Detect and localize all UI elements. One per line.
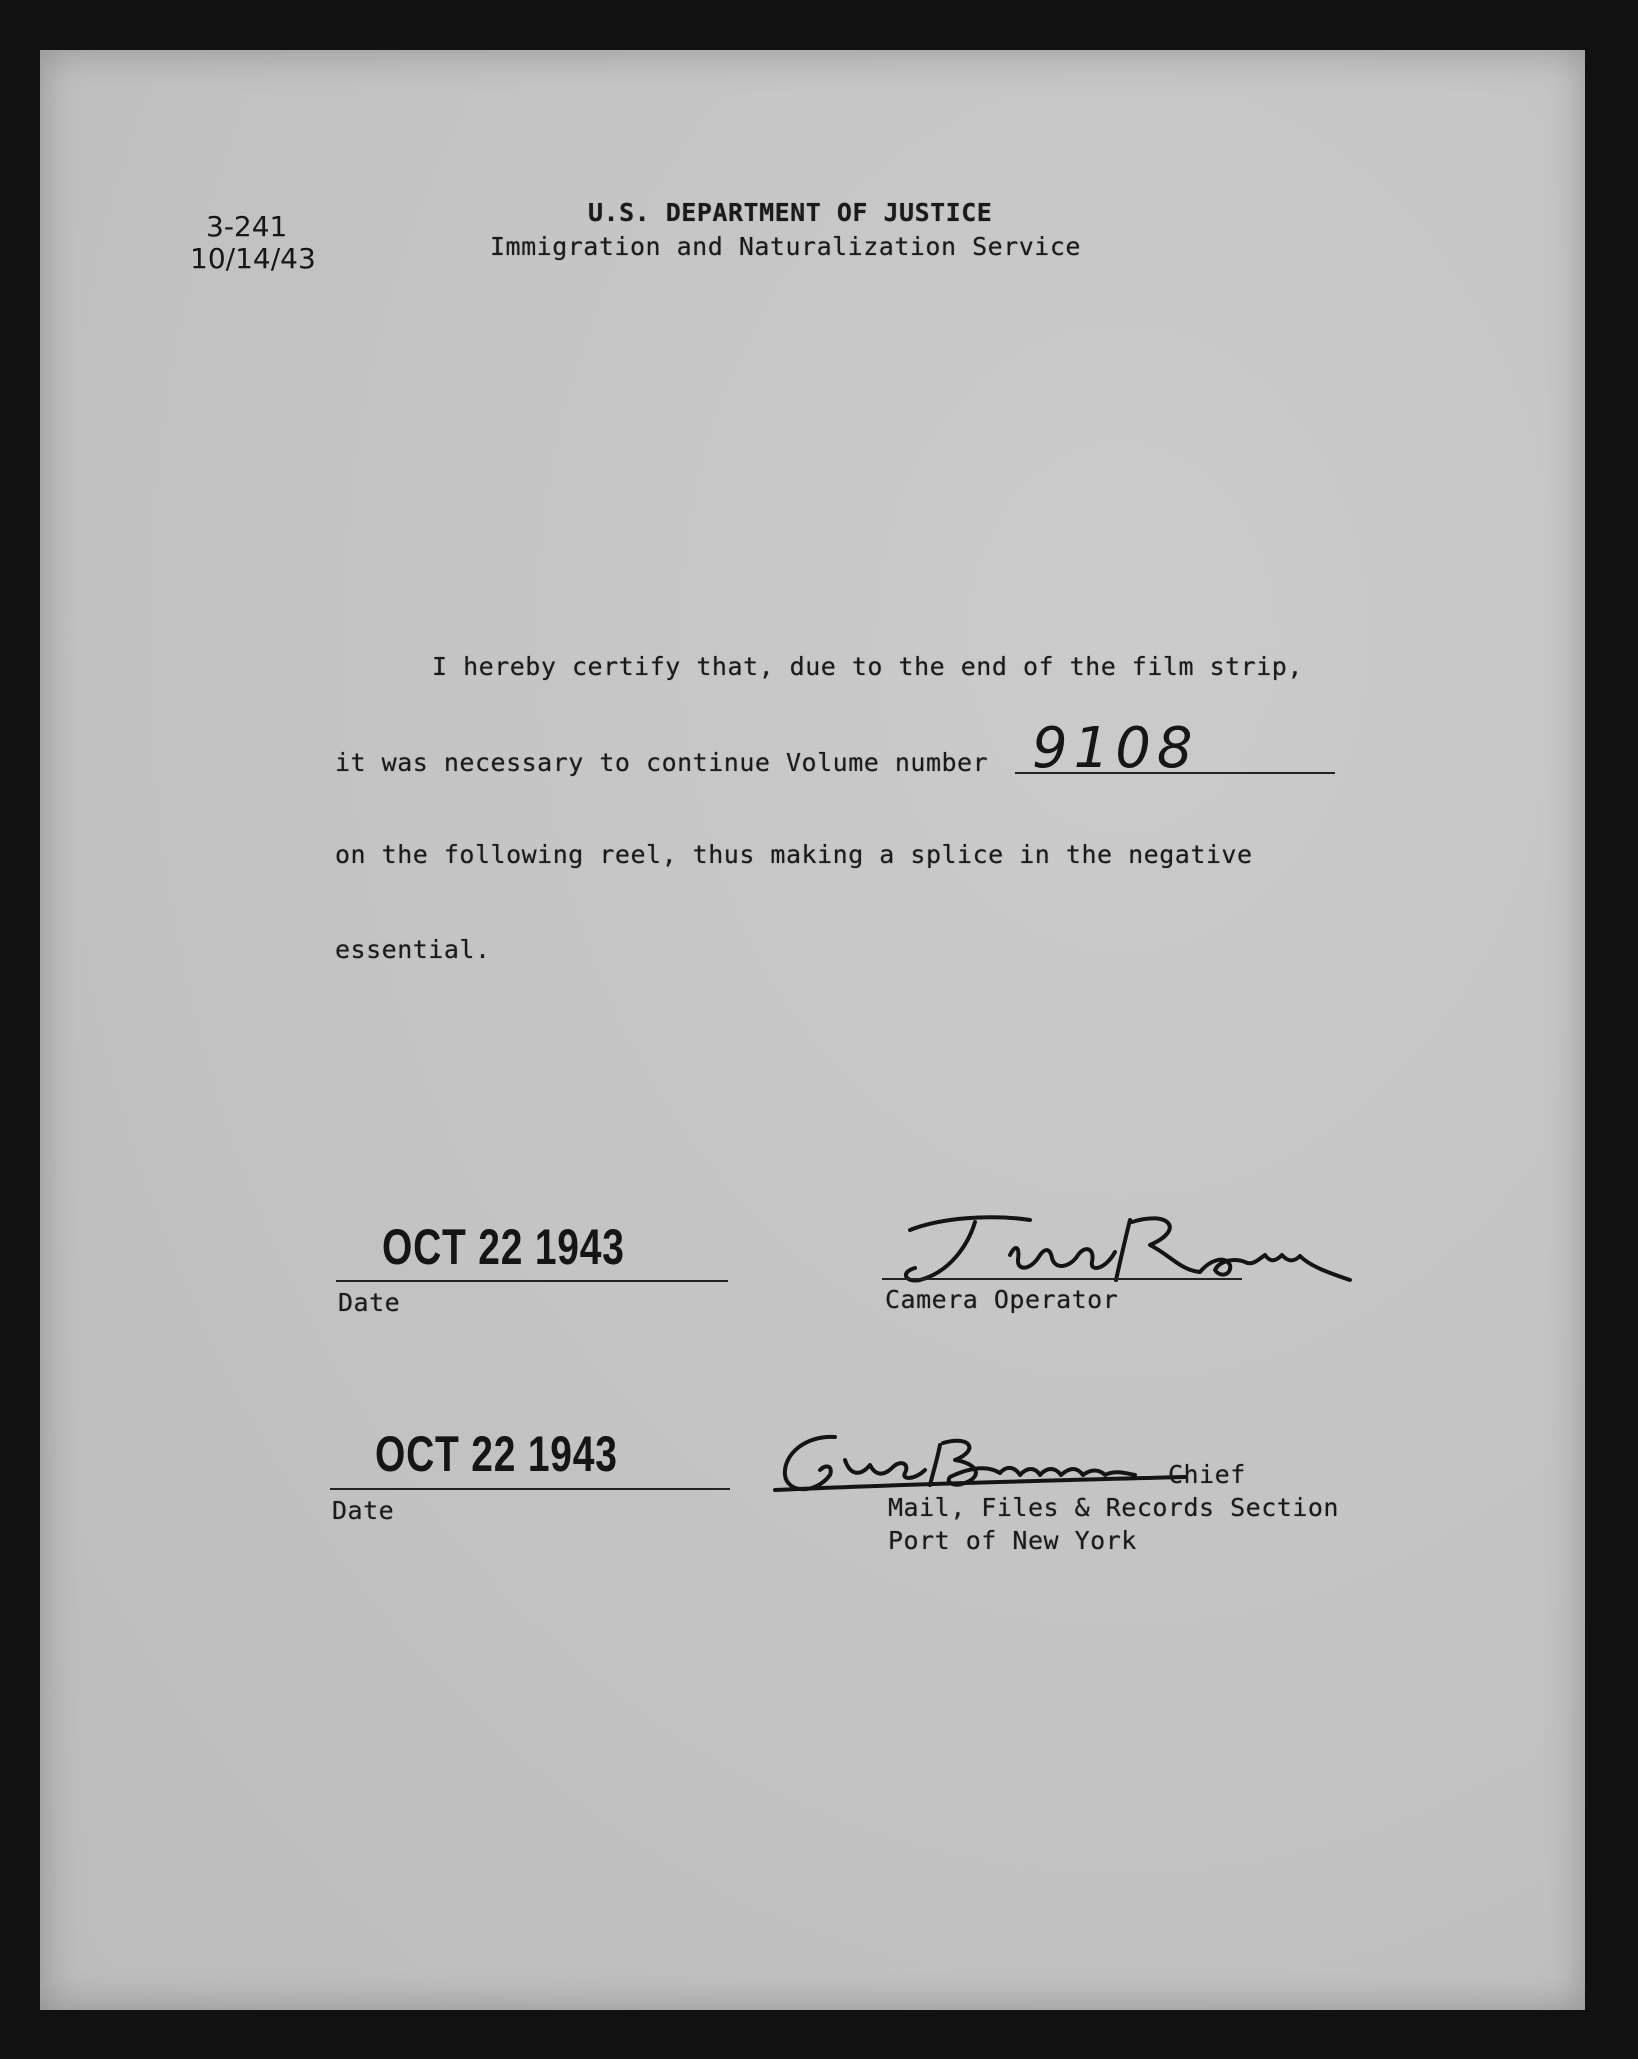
chief-title: Chief (1168, 1460, 1246, 1489)
form-revision-date: 10/14/43 (190, 242, 316, 275)
date-label-1: Date (338, 1288, 401, 1317)
camera-operator-title: Camera Operator (885, 1285, 1119, 1314)
signature-line-1 (882, 1278, 1242, 1280)
date-line-2 (330, 1488, 730, 1490)
certify-line-1: I hereby certify that, due to the end of the film strip, (432, 652, 1303, 681)
service-heading: Immigration and Naturalization Service (490, 232, 1081, 261)
date-stamp-2: OCT 22 1943 (375, 1426, 618, 1482)
department-heading: U.S. DEPARTMENT OF JUSTICE (588, 198, 993, 227)
document-sheet (40, 50, 1585, 2010)
certify-line-2: it was necessary to continue Volume number (335, 748, 989, 777)
mail-files-records-section: Mail, Files & Records Section (888, 1493, 1339, 1522)
volume-number: 9108 (1032, 716, 1199, 781)
certify-line-4: essential. (335, 935, 491, 964)
form-number: 3-241 (206, 210, 288, 243)
date-stamp-1: OCT 22 1943 (382, 1219, 625, 1275)
port-of-new-york: Port of New York (888, 1526, 1137, 1555)
date-label-2: Date (332, 1496, 395, 1525)
date-line-1 (336, 1280, 728, 1282)
certify-line-3: on the following reel, thus making a splice in the negative (335, 840, 1253, 869)
